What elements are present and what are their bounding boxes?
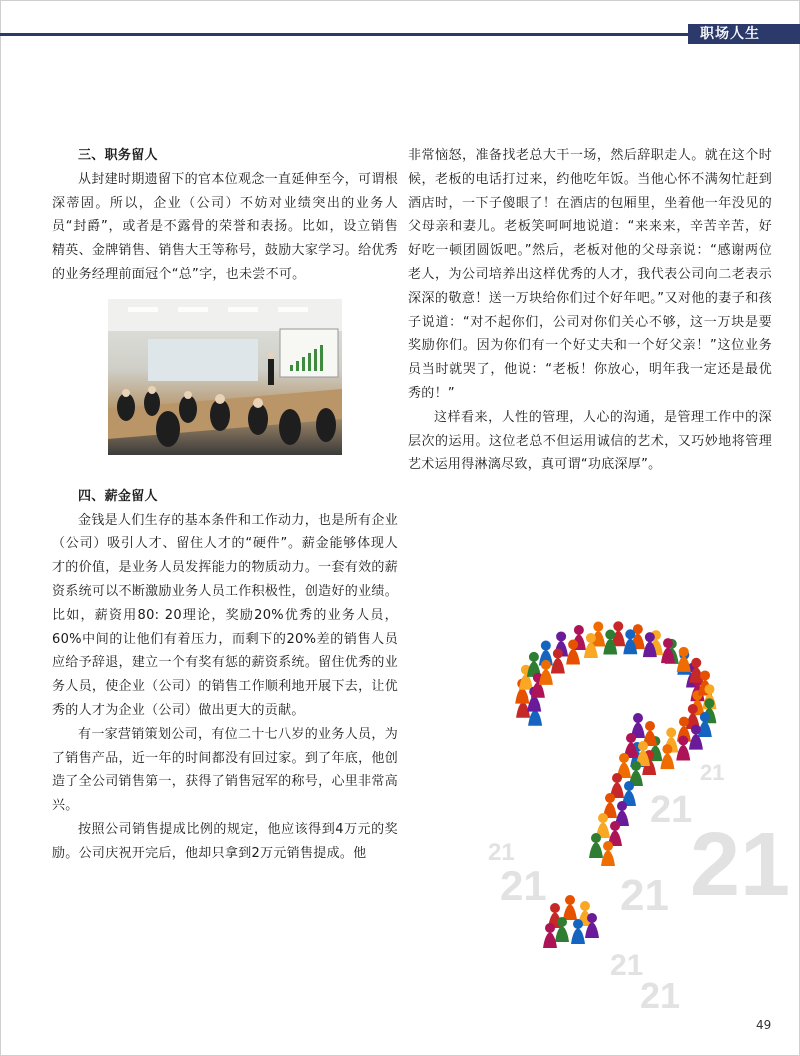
page-number: 49 — [756, 1018, 772, 1032]
graphic-number: 21 — [640, 975, 681, 1010]
pawn-head — [568, 639, 578, 649]
pawn-head — [557, 917, 567, 927]
pawn-figure — [660, 753, 674, 769]
section-4-paragraph-3: 按照公司销售提成比例的规定，他应该得到4万元的奖励。公司庆祝开完后，他却只拿到2万元销售提成。他 — [52, 821, 398, 861]
pawn-head — [619, 753, 629, 763]
pawn-head — [605, 630, 615, 640]
section-4-paragraph-2: 有一家营销策划公司，有位二十七八岁的业务人员，为了销售产品，近一年的时间都没有回过家。到了年底，他创造了全公司销售第一，获得了销售冠军的称号，心里非常高兴。 — [52, 726, 398, 814]
section-3-paragraph: 从封建时期遗留下的官本位观念一直延伸至今，可谓根深蒂固。所以，企业（公司）不妨对业绩突出的业务人员“封爵”，或者是不露骨的荣誉和表扬。比如，设立销售精英、金牌销售、销售大王等称号，鼓励大家学习。给优秀的业务经理前面冠个“总”字，也未尝不可。 — [52, 171, 398, 282]
graphic-number: 21 — [690, 815, 790, 915]
pawn-head — [550, 903, 560, 913]
seminar-photo — [108, 299, 342, 455]
pawn-head — [624, 781, 634, 791]
pawn-head — [617, 801, 627, 811]
pawn-figure — [528, 710, 542, 726]
pawn-head — [574, 625, 584, 635]
graphic-number: 21 — [488, 839, 515, 866]
section-4-heading: 四、薪金留人 — [78, 488, 158, 504]
pawn-head — [603, 841, 613, 851]
pawn-head — [679, 717, 689, 727]
pawn-head — [573, 919, 583, 929]
pawn-head — [541, 641, 551, 651]
page-header — [0, 24, 800, 44]
graphic-number: 21 — [650, 789, 693, 831]
pawn-figure — [589, 842, 603, 858]
pawn-figure — [571, 928, 585, 944]
pawn-head — [633, 713, 643, 723]
pawn-head — [678, 736, 688, 746]
pawn-figure — [539, 669, 553, 685]
pawn-head — [679, 647, 689, 657]
section-4-paragraph-1: 金钱是人们生存的基本条件和工作动力，也是所有企业（公司）吸引人才、留住人才的“硬件”。薪金能够体现人才的价值，是业务人员发挥能力的物质动力。一套有效的薪资系统可以不断激励业务人员工作积极性，创造好的业绩。比如，薪资用80: 20理论，奖励20%优秀的业务人员，60%中间的让他们有着压力，而剩下的20%差的销售人员应给予辞退，建立一个有奖有惩的薪资系统。留住优秀的业务人员，使企业（公司）的销售工作顺利地开展下去，让优秀的人才为企业（公司）做出更大的贡献。 — [52, 512, 398, 718]
pawn-head — [666, 728, 676, 738]
seminar-photo-illustration — [108, 299, 342, 455]
pawn-head — [529, 652, 539, 662]
pawn-head — [704, 698, 714, 708]
conclusion-paragraph: 这样看来，人性的管理，人心的沟通，是管理工作中的深层次的运用。这位老总不但运用诚信的艺术，又巧妙地将管理艺术运用得淋漓尽致，真可谓“功底深厚”。 — [408, 409, 772, 473]
pawn-head — [541, 660, 551, 670]
left-column — [52, 144, 398, 866]
pawn-figure — [555, 926, 569, 942]
pawn-figure — [601, 850, 615, 866]
pawn-figure — [563, 904, 577, 920]
pawn-figure — [677, 656, 691, 672]
pawn-head — [691, 725, 701, 735]
section-3-heading: 三、职务留人 — [78, 148, 158, 163]
pawn-head — [638, 741, 648, 751]
pawn-head — [580, 901, 590, 911]
graphic-number: 21 — [610, 949, 644, 982]
pawn-figure — [551, 658, 565, 674]
question-mark-graphic — [470, 590, 790, 1010]
pawn-figure — [515, 688, 529, 704]
pawn-head — [565, 895, 575, 905]
pawn-head — [593, 622, 603, 632]
pawn-head — [591, 833, 601, 843]
pawn-head — [610, 821, 620, 831]
header-stripe — [0, 33, 688, 36]
pawn-head — [691, 658, 701, 668]
pawn-head — [587, 913, 597, 923]
pawn-head — [662, 744, 672, 754]
pawn-head — [605, 793, 615, 803]
pawn-head — [645, 721, 655, 731]
pawn-head — [700, 712, 710, 722]
pawn-head — [704, 684, 714, 694]
pawn-head — [688, 704, 698, 714]
pawn-head — [663, 638, 673, 648]
pawn-head — [645, 632, 655, 642]
pawn-figure — [676, 745, 690, 761]
graphic-number: 21 — [620, 871, 669, 920]
right-column — [408, 144, 772, 477]
pawn-head — [700, 670, 710, 680]
pawn-head — [631, 761, 641, 771]
section-label: 职场人生 — [688, 24, 800, 44]
graphic-number: 21 — [700, 760, 725, 785]
question-mark-illustration — [470, 590, 790, 1010]
graphic-number: 21 — [500, 862, 547, 909]
pawn-head — [556, 631, 566, 641]
pawn-head — [553, 649, 563, 659]
pawn-figure — [543, 932, 557, 948]
pawn-figure — [566, 648, 580, 664]
pawn-head — [626, 733, 636, 743]
pawn-head — [545, 923, 555, 933]
pawn-head — [613, 621, 623, 631]
pawn-head — [598, 813, 608, 823]
story-continuation: 非常恼怒，准备找老总大干一场，然后辞职走人。就在这个时候，老板的电话打过来，约他吃年饭。当他心怀不满匆忙赶到酒店时，一下子傻眼了！在酒店的包厢里，坐着他一年没见的父母亲和妻儿。老板笑呵呵地说道：“来来来，辛苦辛苦，好好吃一顿团圆饭吧。”然后，老板对他的父母亲说：“感谢两位老人，为公司培养出这样优秀的人才，我代表公司向二老表示深深的敬意！送一万块给你们过个好年吧。”又对他的妻子和孩子说道：“对不起你们，公司对你们关心不够，这一万块是要奖励你们。因为你们有一个好丈夫和一个好父亲！”这位业务员当时就哭了，他说：“老板！你放心，明年我一定还是最优秀的！” — [408, 148, 772, 401]
pawn-figure — [527, 696, 541, 712]
pawn-head — [586, 633, 596, 643]
pawn-head — [625, 629, 635, 639]
pawn-head — [612, 773, 622, 783]
